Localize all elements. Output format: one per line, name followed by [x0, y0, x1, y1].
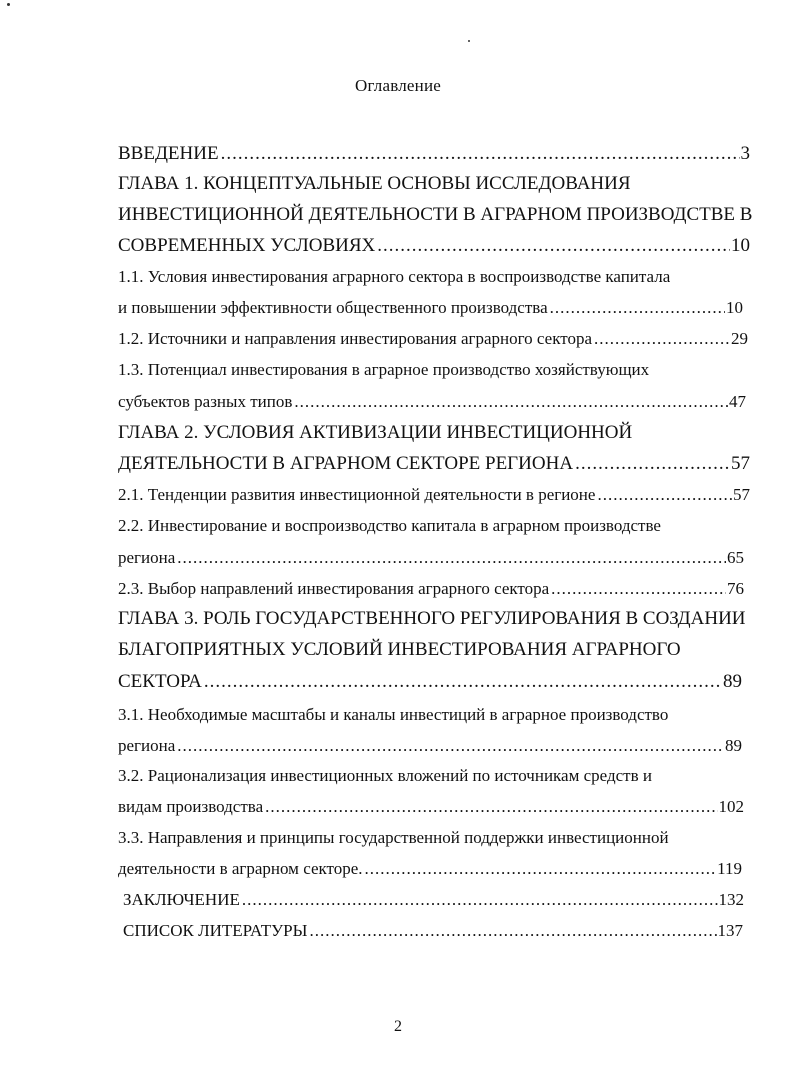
toc-entry[interactable] — [118, 327, 748, 351]
toc-entry-text: СОВРЕМЕННЫХ УСЛОВИЯХ — [118, 235, 376, 256]
toc-entry[interactable] — [118, 203, 752, 227]
toc-entry[interactable] — [118, 142, 750, 166]
toc-entry-text: деятельности в аграрном секторе. — [118, 859, 363, 878]
toc-entry-text: ДЕЯТЕЛЬНОСТИ В АГРАРНОМ СЕКТОРЕ РЕГИОНА — [118, 453, 574, 474]
toc-leader-dots — [309, 919, 716, 943]
toc-leader-dots — [242, 888, 718, 912]
page-number: 2 — [394, 1018, 402, 1035]
toc-entry[interactable] — [118, 670, 742, 694]
toc-entry[interactable] — [118, 764, 652, 788]
toc-entry-text: ЗАКЛЮЧЕНИЕ — [123, 890, 240, 909]
toc-entry[interactable] — [118, 483, 750, 507]
toc-leader-dots — [177, 734, 724, 758]
toc-entry-page: 102 — [718, 797, 744, 816]
toc-entry[interactable] — [118, 607, 746, 631]
toc-entry[interactable] — [118, 826, 669, 850]
toc-entry-text: 1.2. Источники и направления инвестирования аграрного сектора — [118, 329, 593, 348]
toc-entry-text: 3.3. Направления и принципы государственной поддержки инвестиционной — [118, 828, 669, 847]
toc-entry-text: видам производства — [118, 797, 264, 816]
toc-entry-text: ГЛАВА 3. РОЛЬ ГОСУДАРСТВЕННОГО РЕГУЛИРОВАНИЯ В СОЗДАНИИ — [118, 608, 746, 629]
toc-entry-page: 57 — [733, 485, 750, 504]
toc-entry-page: 89 — [725, 736, 742, 755]
toc-entry-text: СЕКТОРА — [118, 671, 202, 692]
toc-leader-dots — [551, 577, 726, 601]
toc-entry[interactable] — [118, 296, 743, 320]
toc-entry-text: ИНВЕСТИЦИОННОЙ ДЕЯТЕЛЬНОСТИ В АГРАРНОМ ПРОИЗВОДСТВЕ В — [118, 204, 753, 225]
toc-entry[interactable] — [118, 390, 746, 414]
toc-entry[interactable] — [118, 421, 632, 445]
toc-leader-dots — [265, 795, 717, 819]
toc-leader-dots — [177, 546, 726, 570]
toc-entry-text: СПИСОК ЛИТЕРАТУРЫ — [123, 921, 308, 940]
toc-entry-text: ВВЕДЕНИЕ — [118, 143, 219, 164]
toc-entry-page: 76 — [727, 579, 744, 598]
toc-leader-dots — [294, 390, 728, 414]
toc-entry[interactable] — [118, 172, 631, 196]
toc-entry[interactable] — [118, 857, 742, 881]
toc-entry-page: 3 — [740, 143, 750, 164]
toc-entry[interactable] — [118, 514, 661, 538]
toc-leader-dots — [221, 142, 740, 166]
toc-leader-dots — [550, 296, 725, 320]
toc-entry-page: 65 — [727, 548, 744, 567]
toc-entry[interactable] — [123, 919, 743, 943]
toc-entry-text: 2.2. Инвестирование и воспроизводство капитала в аграрном производстве — [118, 516, 661, 535]
toc-leader-dots — [597, 483, 732, 507]
toc-entry[interactable] — [118, 638, 681, 662]
toc-entry-page: 10 — [726, 298, 743, 317]
page-title: Оглавление — [355, 76, 441, 95]
toc-entry[interactable] — [118, 577, 744, 601]
toc-entry-page: 119 — [717, 859, 742, 878]
toc-entry-text: региона — [118, 548, 176, 567]
toc-entry-page: 47 — [729, 392, 746, 411]
toc-entry-text: 1.1. Условия инвестирования аграрного сектора в воспроизводстве капитала — [118, 267, 671, 286]
toc-entry-page: 137 — [717, 921, 743, 940]
toc-entry[interactable] — [123, 888, 744, 912]
toc-entry-page: 57 — [731, 453, 750, 474]
toc-entry[interactable] — [118, 358, 649, 382]
toc-entry-page: 29 — [731, 329, 748, 348]
toc-leader-dots — [575, 452, 730, 476]
toc-entry-text: ГЛАВА 1. КОНЦЕПТУАЛЬНЫЕ ОСНОВЫ ИССЛЕДОВАНИЯ — [118, 173, 631, 194]
toc-leader-dots — [594, 327, 730, 351]
toc-entry-text: 3.1. Необходимые масштабы и каналы инвестиций в аграрное производство — [118, 705, 669, 724]
toc-leader-dots — [377, 234, 730, 258]
toc-entry-page: 132 — [718, 890, 744, 909]
toc-entry-text: ГЛАВА 2. УСЛОВИЯ АКТИВИЗАЦИИ ИНВЕСТИЦИОННОЙ — [118, 422, 633, 443]
toc-entry-text: субъектов разных типов — [118, 392, 293, 411]
toc-entry-text: и повышении эффективности общественного производства — [118, 298, 548, 317]
toc-entry-text: 2.1. Тенденции развития инвестиционной деятельности в регионе — [118, 485, 596, 504]
toc-leader-dots — [365, 857, 717, 881]
toc-entry[interactable] — [118, 703, 668, 727]
toc-entry-page: 10 — [731, 235, 750, 256]
toc-entry-text: БЛАГОПРИЯТНЫХ УСЛОВИЙ ИНВЕСТИРОВАНИЯ АГРАРНОГО — [118, 639, 681, 660]
toc-entry-text: 1.3. Потенциал инвестирования в аграрное производство хозяйствующих — [118, 360, 650, 379]
toc-entry-text: региона — [118, 736, 176, 755]
toc-entry[interactable] — [118, 734, 742, 758]
toc-entry[interactable] — [118, 265, 670, 289]
toc-entry[interactable] — [118, 452, 750, 476]
toc-entry[interactable] — [118, 795, 744, 819]
toc-entry-text: 2.3. Выбор направлений инвестирования аграрного сектора — [118, 579, 550, 598]
toc-entry-text: 3.2. Рационализация инвестиционных вложений по источникам средств и — [118, 766, 652, 785]
toc-entry[interactable] — [118, 546, 744, 570]
toc-entry[interactable] — [118, 234, 750, 258]
toc-leader-dots — [204, 670, 722, 694]
toc-entry-page: 89 — [723, 671, 742, 692]
